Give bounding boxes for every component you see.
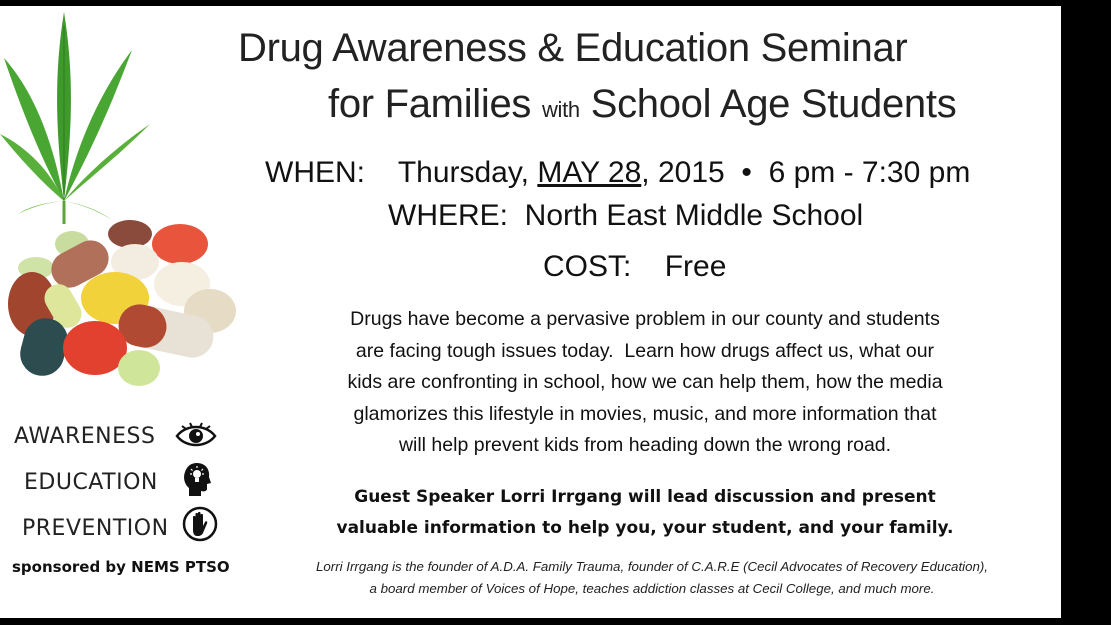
cost-line: [543, 250, 726, 284]
pillar-prevention: [22, 516, 169, 541]
pills-icon: [8, 220, 236, 386]
sponsor-text: sponsored by NEMS PTSO: [12, 558, 230, 576]
description-line: will help prevent kids from heading down the wrong road.: [398, 434, 892, 457]
cannabis-leaf-icon: [0, 12, 150, 224]
pillar-awareness: [14, 424, 155, 449]
description: [290, 304, 1000, 462]
pillar-label: PREVENTION: [22, 516, 169, 541]
where-line: [388, 199, 863, 233]
bio-line: a board member of Voices of Hope, teaches addiction classes at Cecil College, and much more.: [369, 581, 935, 596]
cost-value: Free: [664, 250, 727, 283]
pillar-label: EDUCATION: [24, 470, 158, 495]
where-value: North East Middle School: [524, 199, 864, 232]
title-line-2b: School Age Students: [590, 82, 957, 126]
when-separator: •: [741, 156, 752, 189]
guest-line: valuable information to help you, your student, and your family.: [336, 518, 954, 538]
cost-label: COST:: [543, 250, 632, 283]
where-label: WHERE:: [388, 199, 508, 232]
guest-speaker: [280, 482, 1010, 544]
when-label: WHEN:: [265, 156, 365, 189]
when-line: [265, 156, 970, 190]
drugs-illustration: [0, 6, 250, 406]
eye-icon: [174, 421, 218, 451]
title-line-1: Drug Awareness & Education Seminar: [238, 26, 908, 70]
bio-line: Lorri Irrgang is the founder of A.D.A. Family Trauma, founder of C.A.R.E (Cecil Advocates of Recovery Education),: [315, 559, 989, 574]
speaker-bio: [262, 556, 1042, 600]
pillar-label: AWARENESS: [14, 424, 156, 449]
description-line: are facing tough issues today. Learn how drugs affect us, what our: [355, 339, 935, 362]
title-line-2: [328, 82, 956, 127]
guest-line: Guest Speaker Lorri Irrgang will lead discussion and present: [354, 487, 936, 507]
description-line: Drugs have become a pervasive problem in our county and students: [350, 308, 940, 330]
pillar-education: [24, 470, 158, 495]
stop-hand-icon: [182, 506, 218, 542]
head-lightbulb-icon: [182, 461, 212, 497]
title-line-2a: for Families: [328, 82, 532, 126]
when-time: 6 pm - 7:30 pm: [768, 156, 971, 189]
when-year: , 2015: [641, 156, 725, 189]
when-day: Thursday,: [397, 156, 529, 189]
when-date: MAY 28: [537, 156, 642, 189]
description-line: kids are confronting in school, how we can help them, how the media: [347, 371, 943, 394]
description-line: glamorizes this lifestyle in movies, music, and more information that: [353, 402, 937, 425]
title-with: with: [541, 97, 580, 122]
flyer: [0, 6, 1061, 618]
